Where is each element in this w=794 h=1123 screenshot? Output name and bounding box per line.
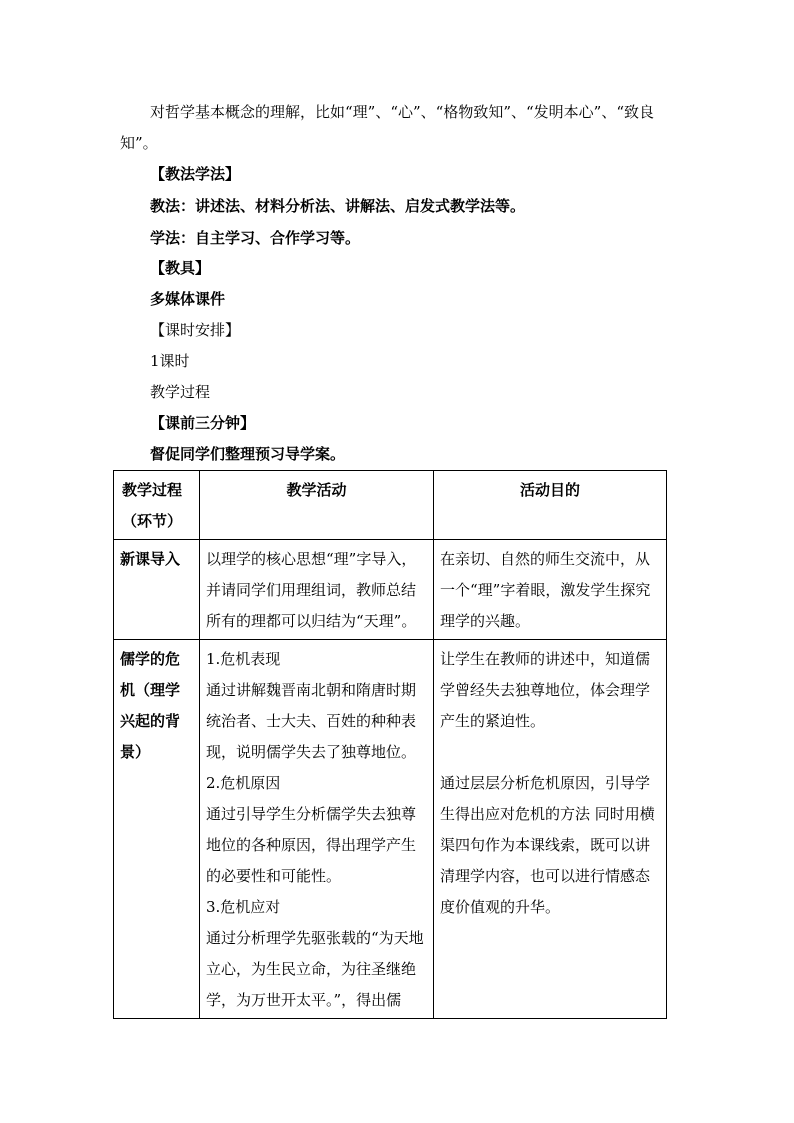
activity-cell: 以理学的核心思想“理”字导入，并请同学们用理组词，教师总结所有的理都可以归结为“天理”。 [200, 540, 434, 640]
table-row [114, 640, 667, 1019]
table-row [114, 540, 667, 640]
stage-cell: 儒学的危机（理学兴起的背景） [114, 640, 200, 1019]
header-stage: 教学过程（环节） [114, 471, 200, 540]
lesson-process-table [113, 470, 667, 1019]
activity-section-text: 通过分析理学先驱张载的“为天地立心，为生民立命，为往圣继绝学，为万世开太平。”，得出儒 [206, 929, 424, 1009]
pre-class-heading: 【课前三分钟】 [150, 414, 256, 432]
schedule-value: 1课时 [150, 352, 190, 370]
stage-cell: 新课导入 [114, 540, 200, 640]
purpose-text: 通过层层分析危机原因，引导学生得出应对危机的方法 同时用横渠四句作为本课线索，既可以讲清理学内容，也可以进行情感态度价值观的升华。 [440, 774, 655, 916]
activity-section-title: 3.危机应对 [206, 898, 281, 916]
purpose-cell: 在亲切、自然的师生交流中，从一个“理”字着眼，激发学生探究理学的兴趣。 [434, 540, 667, 640]
purpose-cell [434, 640, 667, 1019]
activity-section-text: 通过引导学生分析儒学失去独尊地位的各种原因，得出理学产生的必要性和可能性。 [206, 805, 417, 885]
activity-section-title: 1.危机表现 [206, 650, 281, 668]
pre-class-text: 督促同学们整理预习导学案。 [150, 445, 346, 463]
purpose-text: 让学生在教师的讲述中，知道儒学曾经失去独尊地位，体会理学产生的紧迫性。 [440, 650, 651, 730]
spacer [440, 737, 660, 768]
header-purpose: 活动目的 [434, 471, 667, 540]
tools-heading: 【教具】 [150, 259, 211, 277]
activity-section-text: 通过讲解魏晋南北朝和隋唐时期统治者、士大夫、百姓的种种表现，说明儒学失去了独尊地位。 [206, 681, 417, 761]
methods-heading: 【教法学法】 [150, 165, 241, 183]
teaching-methods: 教法：讲述法、材料分析法、讲解法、启发式教学法等。 [150, 197, 526, 215]
schedule-heading: 【课时安排】 [150, 321, 241, 339]
process-label: 教学过程 [150, 383, 211, 401]
tools-value: 多媒体课件 [150, 290, 226, 308]
learning-methods: 学法：自主学习、合作学习等。 [150, 229, 361, 247]
intro-paragraph: 对哲学基本概念的理解，比如“理”、“心”、“格物致知”、“发明本心”、“致良知”。 [120, 103, 655, 152]
header-activity: 教学活动 [200, 471, 434, 540]
activity-section-title: 2.危机原因 [206, 774, 281, 792]
activity-cell [200, 640, 434, 1019]
table-header-row [114, 471, 667, 540]
